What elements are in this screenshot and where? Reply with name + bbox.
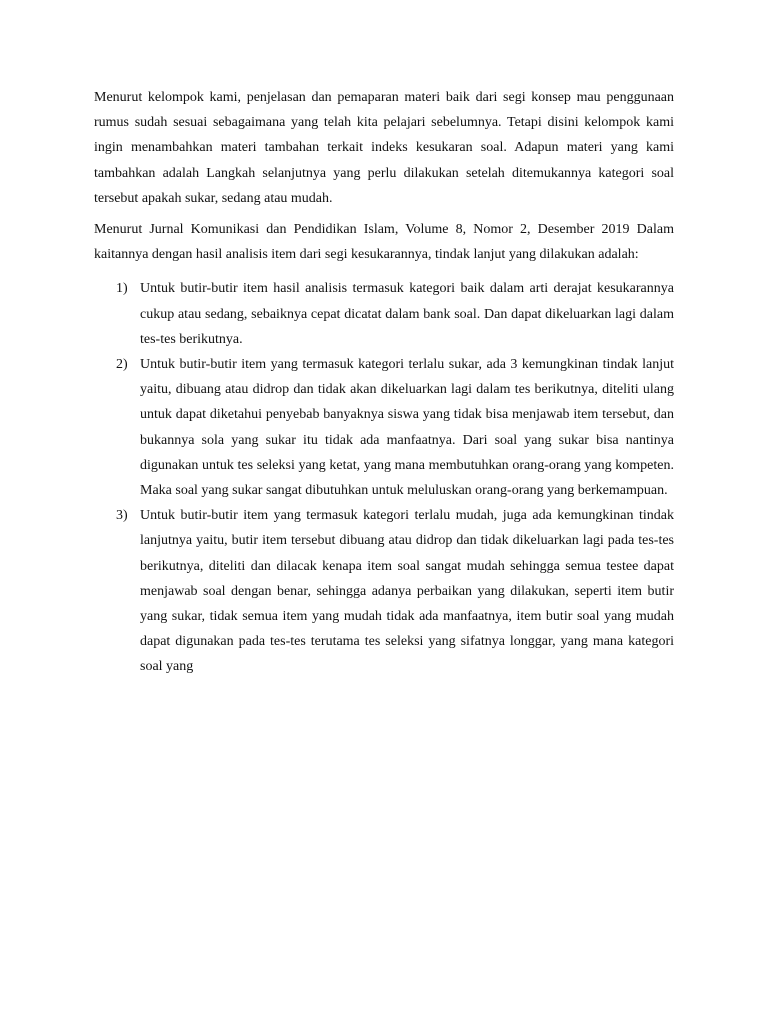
list-item xyxy=(94,503,674,679)
paragraph-opinion: Menurut kelompok kami, penjelasan dan pemaparan materi baik dari segi konsep mau penggunaan rumus sudah sesuai sebagaimana yang telah kita pelajari sebelumnya. Tetapi disini kelompok kami ingin menambahkan materi tambahan terkait indeks kesukaran soal. Adapun materi yang kami tambahkan adalah Langkah selanjutnya yang perlu dilakukan setelah ditemukannya kategori soal tersebut apakah sukar, sedang atau mudah. xyxy=(94,90,674,206)
list-item-number: 3) xyxy=(116,508,128,524)
paragraph-journal-reference: Menurut Jurnal Komunikasi dan Pendidikan Islam, Volume 8, Nomor 2, Desember 2019 Dalam kaitannya dengan hasil analisis item dari segi kesukarannya, tindak lanjut yang dilakukan adalah: xyxy=(94,222,674,263)
list-item-number: 1) xyxy=(116,281,128,297)
list-item xyxy=(94,352,674,503)
list-item xyxy=(94,276,674,352)
list-item-text: Untuk butir-butir item hasil analisis termasuk kategori baik dalam arti derajat kesukarannya cukup atau sedang, sebaiknya cepat dicatat dalam bank soal. Dan dapat dikeluarkan lagi dalam tes-tes berikutnya. xyxy=(140,281,674,347)
list-item-number: 2) xyxy=(116,357,128,373)
document-body xyxy=(94,85,674,680)
follow-up-list xyxy=(94,276,674,679)
list-item-text: Untuk butir-butir item yang termasuk kategori terlalu mudah, juga ada kemungkinan tindak lanjutnya yaitu, butir item tersebut dibuang atau didrop dan tidak dikeluarkan lagi pada tes-tes berikutnya, diteliti dan dilacak kenapa item soal sangat mudah sehingga semua testee dapat menjawab soal dengan benar, sehingga adanya perbaikan yang dilakukan, seperti item butir yang sukar, tidak semua item yang mudah tidak ada manfaatnya, item butir soal yang mudah dapat digunakan pada tes-tes terutama tes seleksi yang sifatnya longgar, yang mana kategori soal yang xyxy=(140,508,674,675)
list-item-text: Untuk butir-butir item yang termasuk kategori terlalu sukar, ada 3 kemungkinan tindak lanjut yaitu, dibuang atau didrop dan tidak akan dikeluarkan lagi dalam tes berikutnya, diteliti ulang untuk dapat diketahui penyebab banyaknya siswa yang tidak bisa menjawab item tersebut, dan bukannya sola yang sukar itu tidak ada manfaatnya. Dari soal yang sukar bisa nantinya digunakan untuk tes seleksi yang ketat, yang mana membutuhkan orang-orang yang kompeten. Maka soal yang sukar sangat dibutuhkan untuk meluluskan orang-orang yang berkemampuan. xyxy=(140,357,674,499)
